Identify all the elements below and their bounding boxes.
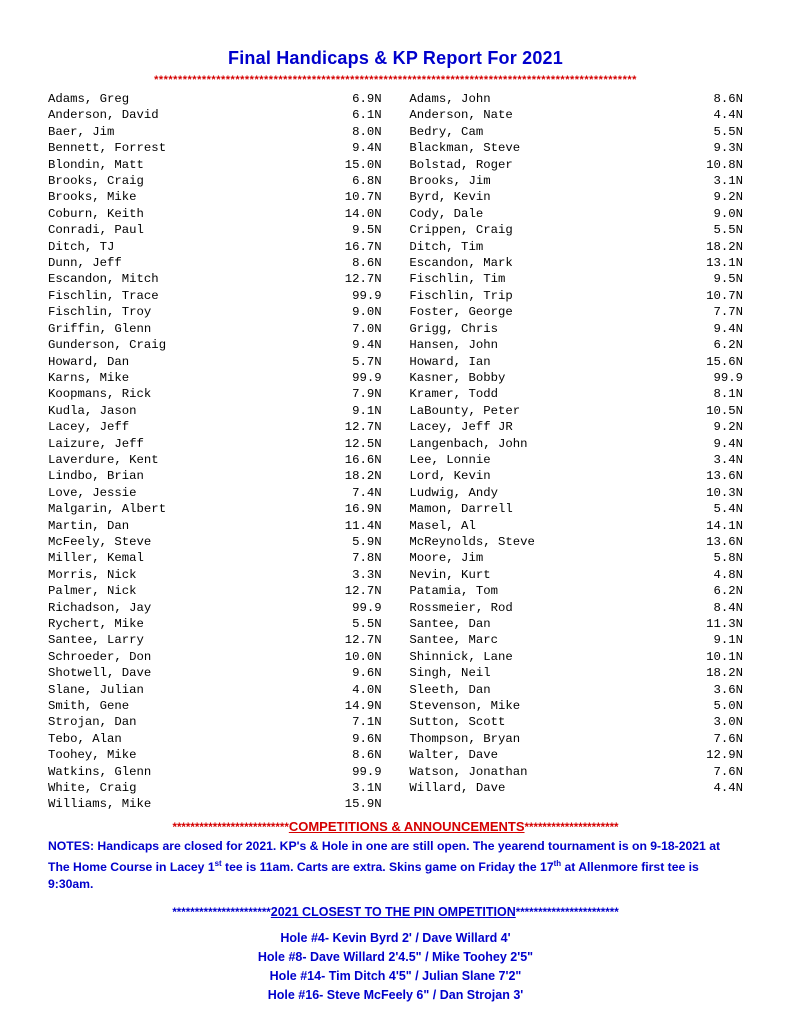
player-name: Grigg, Chris <box>409 321 498 336</box>
roster-row <box>48 403 382 419</box>
player-name: Mamon, Darrell <box>409 502 513 517</box>
roster-row <box>409 452 743 468</box>
star-divider-right: *********************** <box>515 906 619 919</box>
player-handicap: 5.5N <box>713 124 743 139</box>
roster-row <box>409 107 743 123</box>
roster-row <box>409 682 743 698</box>
player-handicap: 9.4N <box>713 321 743 336</box>
player-name: Karns, Mike <box>48 370 130 385</box>
player-name: Strojan, Dan <box>48 715 137 730</box>
player-handicap: 11.3N <box>706 617 743 631</box>
player-handicap: 10.3N <box>706 485 743 500</box>
roster-row <box>409 255 743 271</box>
player-handicap: 10.7N <box>344 190 382 205</box>
player-handicap: 13.6N <box>706 534 743 549</box>
roster-row <box>409 616 743 632</box>
player-name: Rychert, Mike <box>48 617 144 631</box>
roster-row <box>48 780 382 796</box>
player-name: Fischlin, Tim <box>409 272 506 287</box>
roster-row <box>409 649 743 665</box>
player-handicap: 9.1N <box>713 633 743 648</box>
player-name: Masel, Al <box>409 518 476 533</box>
roster-row <box>48 124 382 140</box>
player-name: Blondin, Matt <box>48 157 144 172</box>
player-name: Bennett, Forrest <box>48 141 167 156</box>
player-name: Tebo, Alan <box>48 731 122 746</box>
player-handicap: 12.9N <box>706 748 743 763</box>
player-handicap: 5.4N <box>713 502 743 517</box>
player-name: Anderson, Nate <box>409 108 513 123</box>
player-handicap: 6.9N <box>352 92 382 106</box>
roster-row <box>48 157 382 173</box>
roster-row <box>409 600 743 616</box>
player-name: Coburn, Keith <box>48 206 144 221</box>
player-handicap: 3.0N <box>713 715 743 730</box>
star-divider-left: ********************** <box>172 906 271 919</box>
player-handicap: 12.7N <box>344 633 382 648</box>
notes-line-2c: at Allenmore first tee is <box>561 859 699 874</box>
roster-row <box>48 288 382 304</box>
notes-line-3: 9:30am. <box>48 876 94 891</box>
player-handicap: 5.7N <box>352 354 382 369</box>
roster-row <box>48 436 382 452</box>
notes-line-2 <box>48 855 743 876</box>
roster-row <box>48 747 382 763</box>
roster-row <box>409 534 743 550</box>
player-handicap: 9.4N <box>713 436 743 451</box>
player-name: Bolstad, Roger <box>409 157 513 172</box>
player-handicap: 8.4N <box>713 600 743 615</box>
player-name: Gunderson, Craig <box>48 338 167 353</box>
roster-row <box>409 239 743 255</box>
roster-row <box>409 419 743 435</box>
player-handicap: 3.3N <box>352 567 382 582</box>
player-handicap: 9.6N <box>352 731 382 746</box>
player-handicap: 7.1N <box>352 715 382 730</box>
player-handicap: 9.0N <box>713 206 743 221</box>
player-name: McReynolds, Steve <box>409 534 535 549</box>
player-handicap: 99.9 <box>352 600 382 615</box>
roster-row <box>48 337 382 353</box>
player-name: Smith, Gene <box>48 699 130 714</box>
roster-row <box>48 255 382 271</box>
roster-row <box>409 550 743 566</box>
player-handicap: 6.2N <box>713 338 743 353</box>
player-handicap: 6.1N <box>352 108 382 123</box>
roster-row <box>409 386 743 402</box>
player-handicap: 14.1N <box>706 518 743 533</box>
announcement-notes <box>48 838 743 893</box>
player-name: Langenbach, John <box>409 436 528 451</box>
player-handicap: 10.1N <box>706 649 743 664</box>
player-handicap: 18.2N <box>706 666 743 681</box>
player-name: Thompson, Bryan <box>409 731 521 746</box>
roster-row <box>409 321 743 337</box>
player-handicap: 9.5N <box>713 272 743 287</box>
player-handicap: 15.6N <box>706 354 743 369</box>
player-name: Malgarin, Albert <box>48 502 167 517</box>
roster-row <box>409 698 743 714</box>
player-handicap: 9.1N <box>352 403 382 418</box>
roster-row <box>48 321 382 337</box>
star-divider-top: ***************************************************************************************************** <box>154 75 637 86</box>
roster-row <box>48 731 382 747</box>
player-handicap: 9.3N <box>713 141 743 156</box>
roster-row <box>409 747 743 763</box>
roster-row <box>48 501 382 517</box>
player-handicap: 12.5N <box>344 436 382 451</box>
player-handicap: 4.8N <box>713 567 743 582</box>
player-handicap: 12.7N <box>344 420 382 435</box>
player-handicap: 3.6N <box>713 682 743 697</box>
player-name: Singh, Neil <box>409 666 491 681</box>
player-name: Miller, Kemal <box>48 551 144 566</box>
player-handicap: 5.8N <box>713 551 743 566</box>
player-handicap: 5.0N <box>713 699 743 714</box>
player-name: White, Craig <box>48 781 137 796</box>
kp-result-item: Hole #8- Dave Willard 2'4.5" / Mike Toohey 2'5" <box>257 949 534 964</box>
competitions-heading <box>48 819 743 834</box>
player-handicap: 18.2N <box>706 239 743 254</box>
roster-row <box>409 173 743 189</box>
roster-row <box>48 616 382 632</box>
player-name: Kasner, Bobby <box>409 370 506 385</box>
roster-row <box>409 583 743 599</box>
player-name: Watson, Jonathan <box>409 764 528 779</box>
roster-row <box>409 370 743 386</box>
roster-row <box>48 173 382 189</box>
kp-results-list <box>48 929 743 1005</box>
notes-ordinal-2: th <box>553 858 562 868</box>
roster-row <box>409 304 743 320</box>
player-name: Palmer, Nick <box>48 584 137 599</box>
player-name: Cody, Dale <box>409 206 484 221</box>
player-handicap: 12.7N <box>344 584 382 599</box>
player-handicap: 15.9N <box>344 797 382 812</box>
notes-ordinal-1: st <box>214 858 222 868</box>
roster-row <box>409 222 743 238</box>
player-name: Watkins, Glenn <box>48 764 152 779</box>
player-handicap: 6.8N <box>352 174 382 189</box>
player-name: Blackman, Steve <box>409 141 521 156</box>
player-handicap: 9.2N <box>713 420 743 435</box>
player-name: Fischlin, Troy <box>48 305 152 320</box>
roster-row <box>409 337 743 353</box>
player-name: Dunn, Jeff <box>48 256 122 271</box>
player-handicap: 9.0N <box>352 305 382 320</box>
player-name: Ditch, Tim <box>409 239 484 254</box>
roster-row <box>48 550 382 566</box>
player-handicap: 5.5N <box>713 223 743 238</box>
player-name: Patamia, Tom <box>409 584 498 599</box>
roster-row <box>48 386 382 402</box>
roster-row <box>48 485 382 501</box>
player-handicap: 14.9N <box>344 699 382 714</box>
player-handicap: 8.1N <box>713 387 743 402</box>
player-handicap: 8.6N <box>713 92 743 106</box>
player-handicap: 16.9N <box>344 502 382 517</box>
player-handicap: 7.0N <box>352 321 382 336</box>
kp-result-item: Hole #4- Kevin Byrd 2' / Dave Willard 4' <box>280 930 511 945</box>
page-title: Final Handicaps & KP Report For 2021 <box>228 48 563 68</box>
player-name: Escandon, Mitch <box>48 272 159 287</box>
roster-row <box>48 304 382 320</box>
roster-row <box>48 796 382 812</box>
player-handicap: 9.4N <box>352 141 382 156</box>
player-name: Fischlin, Trace <box>48 288 159 303</box>
roster-row <box>409 485 743 501</box>
roster-row <box>48 714 382 730</box>
player-handicap: 10.5N <box>706 403 743 418</box>
player-handicap: 9.4N <box>352 338 382 353</box>
player-name: Foster, George <box>409 305 513 320</box>
player-handicap: 99.9 <box>352 764 382 779</box>
player-name: Moore, Jim <box>409 551 484 566</box>
player-name: Fischlin, Trip <box>409 288 513 303</box>
player-name: Lindbo, Brian <box>48 469 144 484</box>
player-name: Walter, Dave <box>409 748 498 763</box>
player-name: Brooks, Jim <box>409 174 491 189</box>
player-name: McFeely, Steve <box>48 534 152 549</box>
kp-heading-label: 2021 CLOSEST TO THE PIN OMPETITION <box>270 904 516 919</box>
player-handicap: 7.6N <box>713 731 743 746</box>
roster-row <box>48 698 382 714</box>
player-handicap: 4.4N <box>713 781 743 796</box>
roster-row <box>409 189 743 205</box>
roster-row <box>409 271 743 287</box>
notes-line-1: NOTES: Handicaps are closed for 2021. KP's & Hole in one are still open. The yearend tournament is on 9-18-2021 at <box>48 838 721 853</box>
roster-row <box>409 91 743 107</box>
player-name: Anderson, David <box>48 108 159 123</box>
player-name: Kudla, Jason <box>48 403 137 418</box>
player-name: Ludwig, Andy <box>409 485 498 500</box>
roster-row <box>48 632 382 648</box>
roster-row <box>409 567 743 583</box>
player-name: Toohey, Mike <box>48 748 137 763</box>
roster-row <box>409 501 743 517</box>
player-name: Stevenson, Mike <box>409 699 521 714</box>
roster-row <box>48 468 382 484</box>
roster-row <box>48 140 382 156</box>
player-handicap: 99.9 <box>713 370 743 385</box>
roster-row <box>409 206 743 222</box>
player-name: Williams, Mike <box>48 797 152 812</box>
player-name: Santee, Larry <box>48 633 144 648</box>
player-handicap: 3.1N <box>713 174 743 189</box>
roster-row <box>48 419 382 435</box>
roster-row <box>48 206 382 222</box>
roster-row <box>409 288 743 304</box>
player-handicap: 5.9N <box>352 534 382 549</box>
player-name: Adams, John <box>409 92 491 106</box>
roster-row <box>48 91 382 107</box>
roster-row <box>409 403 743 419</box>
roster-row <box>409 468 743 484</box>
player-handicap: 10.0N <box>344 649 382 664</box>
roster-row <box>48 567 382 583</box>
player-name: Sleeth, Dan <box>409 682 491 697</box>
competitions-heading-label: COMPETITIONS & ANNOUNCEMENTS <box>288 818 525 834</box>
roster-column-left <box>48 91 382 813</box>
player-name: Willard, Dave <box>409 781 506 796</box>
player-handicap: 5.5N <box>352 617 382 631</box>
player-name: Love, Jessie <box>48 485 137 500</box>
player-handicap: 4.4N <box>713 108 743 123</box>
player-name: Koopmans, Rick <box>48 387 152 402</box>
player-name: Laverdure, Kent <box>48 452 159 467</box>
player-name: Brooks, Craig <box>48 174 144 189</box>
player-name: Rossmeier, Rod <box>409 600 513 615</box>
player-name: Lee, Lonnie <box>409 452 491 467</box>
player-name: Conradi, Paul <box>48 223 144 238</box>
player-handicap: 12.7N <box>344 272 382 287</box>
star-divider-right: ********************* <box>524 821 619 834</box>
player-handicap: 8.0N <box>352 124 382 139</box>
player-name: Schroeder, Don <box>48 649 152 664</box>
player-name: Shotwell, Dave <box>48 666 152 681</box>
player-handicap: 10.7N <box>706 288 743 303</box>
roster-row <box>409 436 743 452</box>
roster-row <box>48 189 382 205</box>
kp-heading <box>48 905 743 919</box>
roster-row <box>409 140 743 156</box>
player-name: Shinnick, Lane <box>409 649 513 664</box>
player-handicap: 16.7N <box>344 239 382 254</box>
star-divider-left: ************************** <box>172 821 289 834</box>
player-name: Nevin, Kurt <box>409 567 491 582</box>
player-name: Bedry, Cam <box>409 124 484 139</box>
player-handicap: 14.0N <box>344 206 382 221</box>
player-name: Santee, Dan <box>409 617 491 631</box>
player-handicap: 9.6N <box>352 666 382 681</box>
player-name: Sutton, Scott <box>409 715 506 730</box>
player-handicap: 16.6N <box>344 452 382 467</box>
player-handicap: 8.6N <box>352 748 382 763</box>
roster-row <box>409 518 743 534</box>
player-name: Lacey, Jeff <box>48 420 130 435</box>
roster-row <box>48 452 382 468</box>
player-name: Lacey, Jeff JR <box>409 420 513 435</box>
player-name: Adams, Greg <box>48 92 130 106</box>
player-name: Santee, Marc <box>409 633 498 648</box>
player-handicap: 7.7N <box>713 305 743 320</box>
roster-row <box>48 600 382 616</box>
roster-row <box>48 534 382 550</box>
player-name: Richadson, Jay <box>48 600 152 615</box>
player-handicap: 7.6N <box>713 764 743 779</box>
roster-row <box>409 764 743 780</box>
roster-row <box>409 124 743 140</box>
roster-row <box>48 583 382 599</box>
player-handicap: 9.5N <box>352 223 382 238</box>
roster-row <box>409 632 743 648</box>
roster-row <box>409 780 743 796</box>
roster-row <box>409 157 743 173</box>
roster-row <box>48 271 382 287</box>
player-handicap: 7.4N <box>352 485 382 500</box>
roster-row <box>48 518 382 534</box>
player-name: Baer, Jim <box>48 124 115 139</box>
player-handicap: 3.4N <box>713 452 743 467</box>
roster-column-right <box>409 91 743 813</box>
player-handicap: 10.8N <box>706 157 743 172</box>
player-handicap: 4.0N <box>352 682 382 697</box>
player-name: Ditch, TJ <box>48 239 115 254</box>
kp-result-item: Hole #14- Tim Ditch 4'5" / Julian Slane 7'2" <box>269 968 522 983</box>
roster-row <box>409 665 743 681</box>
player-handicap: 7.8N <box>352 551 382 566</box>
player-handicap: 13.6N <box>706 469 743 484</box>
roster-row <box>48 665 382 681</box>
roster-row <box>409 731 743 747</box>
player-name: Brooks, Mike <box>48 190 137 205</box>
player-name: Laizure, Jeff <box>48 436 144 451</box>
roster-row <box>48 354 382 370</box>
roster-row <box>409 354 743 370</box>
player-name: Slane, Julian <box>48 682 144 697</box>
roster-row <box>48 764 382 780</box>
handicap-roster <box>48 91 743 813</box>
player-name: Byrd, Kevin <box>409 190 491 205</box>
player-name: Escandon, Mark <box>409 256 513 271</box>
player-handicap: 8.6N <box>352 256 382 271</box>
player-handicap: 13.1N <box>706 256 743 271</box>
roster-row <box>48 239 382 255</box>
kp-result-item: Hole #16- Steve McFeely 6" / Dan Strojan 3' <box>267 987 524 1002</box>
player-handicap: 11.4N <box>344 518 382 533</box>
player-name: LaBounty, Peter <box>409 403 521 418</box>
player-name: Lord, Kevin <box>409 469 491 484</box>
player-handicap: 18.2N <box>344 469 382 484</box>
notes-line-2b: tee is 11am. Carts are extra. Skins game on Friday the 17 <box>221 859 554 874</box>
roster-row <box>48 107 382 123</box>
player-name: Crippen, Craig <box>409 223 513 238</box>
player-name: Howard, Dan <box>48 354 130 369</box>
roster-row <box>48 649 382 665</box>
player-name: Howard, Ian <box>409 354 491 369</box>
roster-row <box>48 682 382 698</box>
player-handicap: 15.0N <box>344 157 382 172</box>
player-handicap: 7.9N <box>352 387 382 402</box>
player-name: Griffin, Glenn <box>48 321 152 336</box>
player-name: Morris, Nick <box>48 567 137 582</box>
player-handicap: 3.1N <box>352 781 382 796</box>
roster-row <box>409 714 743 730</box>
player-name: Kramer, Todd <box>409 387 498 402</box>
player-handicap: 6.2N <box>713 584 743 599</box>
player-handicap: 9.2N <box>713 190 743 205</box>
player-handicap: 99.9 <box>352 370 382 385</box>
player-name: Martin, Dan <box>48 518 130 533</box>
player-name: Hansen, John <box>409 338 498 353</box>
player-handicap: 99.9 <box>352 288 382 303</box>
roster-row <box>48 222 382 238</box>
notes-line-2a: The Home Course in Lacey 1 <box>48 859 215 874</box>
roster-row <box>48 370 382 386</box>
